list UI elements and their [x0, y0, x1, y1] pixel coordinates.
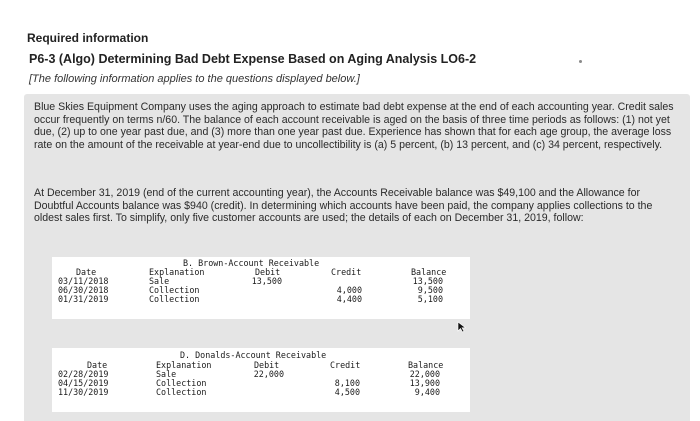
row-balance: 22,000 — [409, 369, 440, 379]
donalds-ledger-table — [52, 348, 470, 412]
header-balance: Balance — [411, 267, 447, 277]
description-paragraph-1: Blue Skies Equipment Company uses the aging approach to estimate bad debt expense at the end of each accounting year. Credit sales occur frequently on terms n/60. The balance of each account receivable is aged on the basis of three time periods as follows: (1) not yet due, (2) up to one year past due, and (3) more than one year past due. Experience has shown that for each age group, the average loss rate on the amount of the receivable at year-end due to uncollectibility is (a) 5 percent, (b) 13 percent, and (c) 34 percent, respectively. — [34, 101, 674, 151]
row-credit: 4,000 — [336, 285, 362, 295]
row-credit: 8,100 — [334, 378, 360, 388]
row-explanation: Collection — [156, 378, 207, 388]
header-debit: Debit — [254, 360, 280, 370]
row-explanation: Sale — [156, 369, 177, 379]
header-explanation: Explanation — [149, 267, 205, 277]
description-paragraph-2: At December 31, 2019 (end of the current accounting year), the Accounts Receivable balance was $49,100 and the Allowance for Doubtful Accounts balance was $940 (credit). In determining which accounts have been paid, the company applies collections to the oldest sales first. To simplify, only five customer accounts are used; the details of each on December 31, 2019, follow: — [34, 187, 653, 225]
row-balance: 9,500 — [417, 285, 443, 295]
header-explanation: Explanation — [156, 360, 212, 370]
row-balance: 5,100 — [417, 294, 443, 304]
row-date: 04/15/2019 — [58, 378, 109, 388]
row-explanation: Collection — [149, 294, 200, 304]
row-date: 03/11/2018 — [58, 276, 109, 286]
row-credit: 4,400 — [336, 294, 362, 304]
decorative-dot — [579, 60, 582, 63]
row-date: 11/30/2019 — [58, 387, 109, 397]
ledger-title: B. Brown-Account Receivable — [183, 258, 320, 268]
problem-title: P6-3 (Algo) Determining Bad Debt Expense Based on Aging Analysis LO6-2 — [29, 52, 477, 66]
row-explanation: Sale — [149, 276, 170, 286]
brown-ledger-table — [52, 257, 470, 319]
row-balance: 9,400 — [414, 387, 440, 397]
row-date: 01/31/2019 — [58, 294, 109, 304]
instruction-note: [The following information applies to the questions displayed below.] — [29, 73, 360, 85]
row-balance: 13,500 — [412, 276, 443, 286]
header-credit: Credit — [330, 360, 361, 370]
header-credit: Credit — [331, 267, 362, 277]
required-information-heading: Required information — [27, 31, 149, 45]
header-balance: Balance — [408, 360, 444, 370]
row-credit: 4,500 — [334, 387, 360, 397]
header-debit: Debit — [255, 267, 281, 277]
header-date: Date — [76, 267, 97, 277]
ledger-title: D. Donalds-Account Receivable — [180, 350, 327, 360]
row-debit: 13,500 — [251, 276, 282, 286]
row-debit: 22,000 — [253, 369, 284, 379]
row-balance: 13,900 — [409, 378, 440, 388]
mouse-pointer-icon — [457, 321, 467, 333]
row-date: 06/30/2018 — [58, 285, 109, 295]
row-explanation: Collection — [156, 387, 207, 397]
row-explanation: Collection — [149, 285, 200, 295]
row-date: 02/28/2019 — [58, 369, 109, 379]
header-date: Date — [87, 360, 108, 370]
